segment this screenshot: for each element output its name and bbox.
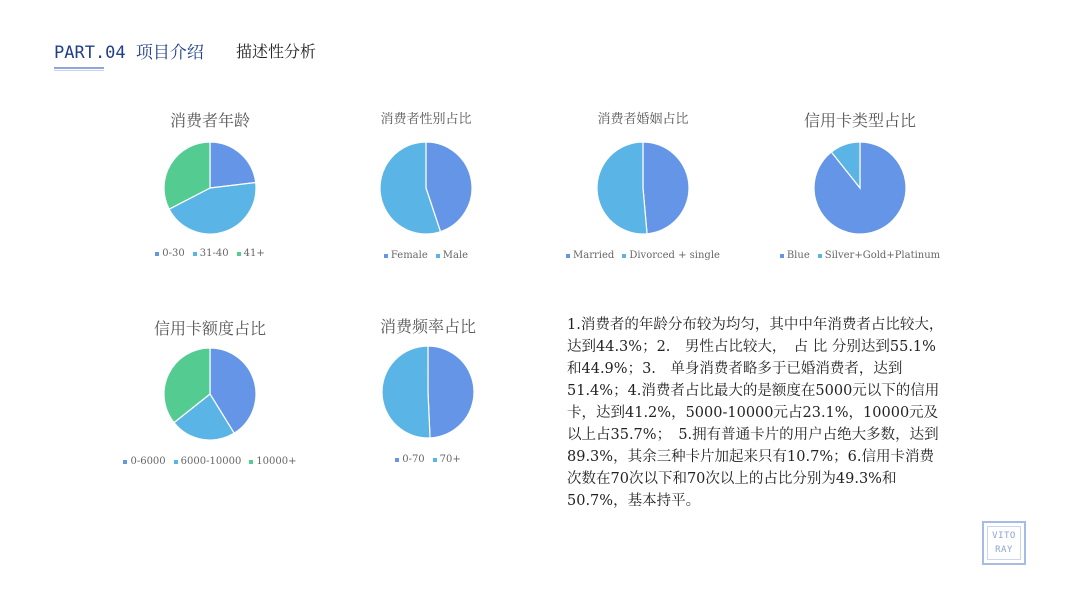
legend-item (780, 250, 810, 261)
header-underline (54, 67, 104, 69)
marital-pie-chart (543, 108, 743, 268)
pie-svg (380, 344, 476, 440)
pie-svg (162, 346, 258, 442)
legend-item (436, 250, 468, 261)
legend-label: Married (573, 250, 615, 261)
legend-label: Female (390, 250, 428, 261)
chart-title: 消费者婚姻占比 (597, 112, 689, 127)
legend-item (622, 250, 720, 261)
legend-item (193, 248, 229, 259)
chart-legend (543, 250, 743, 261)
legend-label: 31-40 (199, 248, 229, 259)
pie-svg (162, 140, 258, 236)
legend-swatch (384, 254, 388, 258)
vitoray-logo (982, 521, 1026, 565)
legend-swatch (818, 254, 822, 258)
legend-swatch (395, 458, 399, 462)
chart-title: 消费频率占比 (379, 317, 476, 336)
legend-label: Divorced + single (629, 250, 720, 261)
chart-legend (328, 454, 528, 465)
legend-item (818, 250, 940, 261)
logo-line-1: VITO (992, 531, 1016, 541)
legend-swatch (249, 460, 253, 464)
legend-item (123, 456, 165, 467)
legend-item (384, 250, 428, 261)
legend-item (433, 454, 461, 465)
analysis-description: 1.消费者的年龄分布较为均匀，其中中年消费者占比较大，达到44.3%；2. 男性占比较大， 占 比 分别达到55.1%和44.9%；3. 单身消费者略多于已婚消费者，达到51.4%；4.消费者占比最大的是额度在5000元以下的信用卡，达到41.2%，5000-10000元占23.1%，10000元及以上占35.7%； 5.拥有普通卡片的用户占绝大多数，达到89.3%，其余三种卡片加起来只有10.7%；6.信用卡消费次数在70次以下和70次以上的占比分别为49.3%和50.7%，基本持平。 (567, 317, 944, 509)
legend-swatch (436, 254, 440, 258)
legend-label: 6000-10000 (180, 456, 242, 467)
legend-label: 0-70 (402, 454, 425, 465)
legend-item (395, 454, 424, 465)
chart-legend (760, 250, 960, 261)
legend-swatch (123, 460, 127, 464)
legend-label: 70+ (439, 454, 461, 465)
chart-title: 信用卡类型占比 (803, 111, 916, 130)
pie-svg (378, 140, 474, 236)
legend-swatch (193, 252, 197, 256)
legend-label: Blue (786, 250, 810, 261)
pie-slice-70- (382, 346, 430, 438)
legend-item (249, 456, 296, 467)
chart-legend (326, 250, 526, 261)
legend-item (237, 248, 265, 259)
pie-slice-married (643, 142, 689, 234)
legend-swatch (780, 254, 784, 258)
legend-label: 10000+ (256, 456, 297, 467)
pie-svg (812, 140, 908, 236)
pie-svg (595, 140, 691, 236)
legend-swatch (174, 460, 178, 464)
age-pie-chart (110, 108, 310, 268)
legend-label: 0-30 (162, 248, 185, 259)
legend-item (566, 250, 614, 261)
frequency-pie-chart (328, 314, 528, 474)
legend-swatch (237, 252, 241, 256)
section-part-label: PART.04 项目介绍 (54, 43, 204, 63)
legend-label: 0-6000 (130, 456, 166, 467)
header-underline-shadow (54, 70, 104, 71)
legend-swatch (566, 254, 570, 258)
legend-label: Silver+Gold+Platinum (824, 250, 941, 261)
credit-limit-pie-chart (110, 316, 310, 476)
legend-swatch (433, 458, 437, 462)
logo-line-2: RAY (995, 545, 1013, 555)
section-subtitle: 描述性分析 (236, 42, 317, 61)
legend-label: Male (442, 250, 469, 261)
legend-item (155, 248, 184, 259)
legend-swatch (155, 252, 159, 256)
chart-title: 信用卡额度占比 (153, 319, 266, 338)
chart-title: 消费者性别占比 (380, 112, 472, 127)
legend-item (174, 456, 242, 467)
legend-label: 41+ (243, 248, 265, 259)
pie-slice-0-70 (428, 346, 474, 438)
chart-title: 消费者年龄 (169, 111, 250, 130)
pie-slice-0-30 (210, 142, 256, 188)
pie-slice-divorced-single (597, 142, 647, 234)
legend-swatch (622, 254, 626, 258)
card-type-pie-chart (760, 108, 960, 268)
chart-legend (110, 456, 310, 467)
gender-pie-chart (326, 108, 526, 268)
chart-legend (110, 248, 310, 259)
